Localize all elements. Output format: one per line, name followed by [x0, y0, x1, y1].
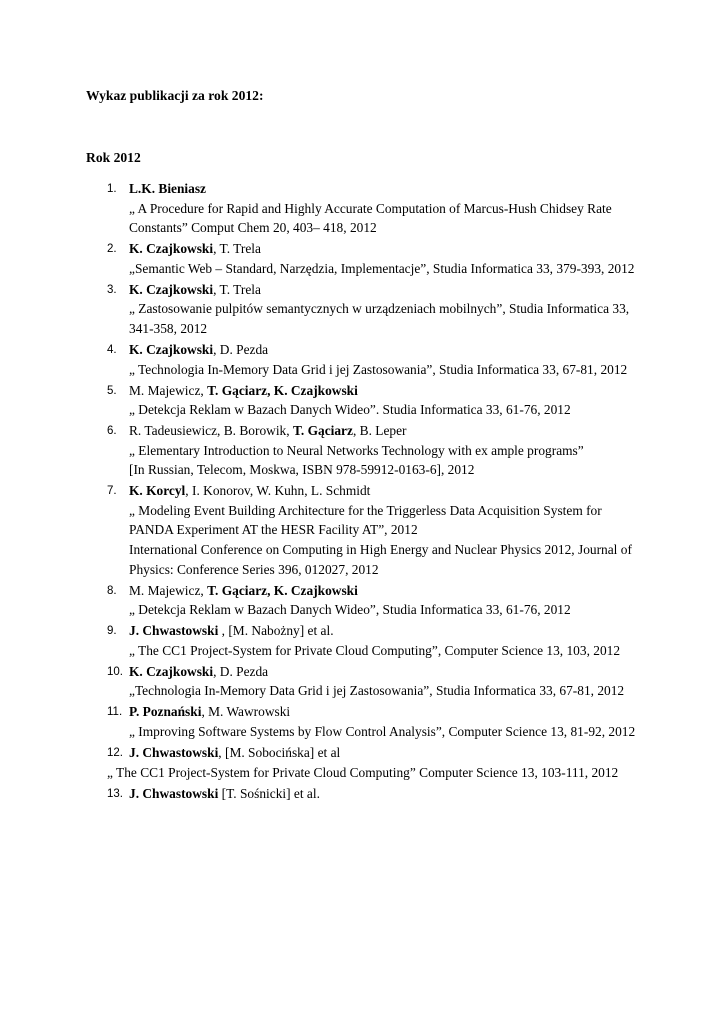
author-text: , B. Leper — [352, 423, 407, 439]
publication-number: 1. — [107, 183, 117, 195]
publication-item — [0, 340, 725, 379]
publication-number: 10. — [107, 665, 123, 678]
publication-details: International Conference on Computing in High Energy and Nuclear Physics 2012, Journal of Physics: Conference Series 396, 012027, 2012 — [129, 542, 632, 577]
author-highlighted: T. Gąciarz, K. Czajkowski — [207, 582, 358, 598]
author-text: , T. Trela — [213, 281, 261, 297]
publication-number: 2. — [107, 243, 117, 256]
publication-list — [0, 179, 725, 804]
publication-authors — [129, 662, 645, 682]
publication-authors — [129, 280, 645, 300]
publication-authors — [129, 239, 645, 259]
author-highlighted: T. Gąciarz — [292, 423, 353, 439]
publication-authors — [129, 581, 645, 601]
publication-number: 9. — [107, 625, 117, 638]
publication-item — [0, 743, 725, 782]
publication-number: 13. — [107, 787, 123, 800]
publication-item — [0, 239, 725, 278]
publication-details: „ Zastosowanie pulpitów semantycznych w urządzeniach mobilnych”, Studia Informatica 33, 341-358, 2012 — [129, 301, 630, 336]
publication-item — [0, 179, 725, 238]
author-highlighted: K. Czajkowski — [129, 281, 214, 297]
author-highlighted: K. Czajkowski — [129, 341, 214, 357]
publication-authors — [129, 340, 645, 360]
publication-authors — [129, 179, 645, 199]
author-highlighted: L.K. Bieniasz — [129, 181, 207, 196]
publication-number: 11. — [107, 706, 123, 719]
publication-number: 3. — [107, 283, 117, 296]
author-text: R. Tadeusiewicz, B. Borowik, — [129, 423, 293, 439]
publication-details: „ Modeling Event Building Architecture for the Triggerless Data Acquisition System for PANDA Experiment AT the HESR Facility AT”, 2012 — [129, 502, 602, 538]
publication-details: [In Russian, Telecom, Moskwa, ISBN 978-59912-0163-6], 2012 — [129, 462, 475, 478]
publication-item — [0, 784, 725, 804]
publication-number: 4. — [107, 343, 117, 356]
author-highlighted: J. Chwastowski — [129, 744, 219, 760]
publication-details: „ Elementary Introduction to Neural Networks Technology with ex ample programs” — [129, 442, 584, 458]
publication-authors — [129, 481, 645, 501]
publication-item — [0, 702, 725, 741]
author-text: [T. Sośnicki] et al. — [218, 785, 320, 801]
publication-authors — [129, 702, 645, 722]
author-highlighted: J. Chwastowski — [129, 785, 219, 801]
publication-item — [0, 381, 725, 420]
publication-details: „ Improving Software Systems by Flow Control Analysis”, Computer Science 13, 81-92, 2012 — [129, 723, 636, 739]
author-text: M. Majewicz, — [129, 382, 208, 398]
section-title: Rok 2012 — [86, 150, 141, 165]
author-highlighted: T. Gąciarz, K. Czajkowski — [207, 382, 358, 398]
author-text: , [M. Nabożny] et al. — [218, 623, 334, 639]
publication-authors — [129, 784, 645, 804]
publication-details: „Technologia In-Memory Data Grid i jej Zastosowania”, Studia Informatica 33, 67-81, 2012 — [129, 683, 625, 699]
publication-details: „ Detekcja Reklam w Bazach Danych Wideo”, Studia Informatica 33, 61-76, 2012 — [129, 602, 571, 618]
publication-details: „ Detekcja Reklam w Bazach Danych Wideo”. Studia Informatica 33, 61-76, 2012 — [129, 402, 571, 418]
publication-number: 5. — [107, 384, 117, 397]
publication-number: 7. — [107, 485, 117, 498]
author-highlighted: P. Poznański — [129, 704, 202, 720]
author-highlighted: K. Korcyl — [129, 483, 186, 499]
publication-item — [0, 621, 725, 660]
publication-details: „ The CC1 Project-System for Private Cloud Computing”, Computer Science 13, 103, 2012 — [129, 642, 621, 658]
author-text: , M. Wawrowski — [201, 704, 291, 720]
publication-authors — [129, 743, 645, 763]
author-text: , D. Pezda — [213, 341, 269, 357]
publication-authors — [129, 621, 645, 641]
publication-number: 6. — [107, 425, 117, 438]
author-highlighted: K. Czajkowski — [129, 241, 214, 257]
author-text: M. Majewicz, — [129, 582, 208, 598]
publication-item — [0, 662, 725, 701]
page-title: Wykaz publikacji za rok 2012: — [86, 88, 264, 103]
publication-item — [0, 421, 725, 480]
author-highlighted: J. Chwastowski — [129, 623, 219, 639]
author-text: , T. Trela — [213, 241, 261, 257]
publication-details: „ A Procedure for Rapid and Highly Accurate Computation of Marcus-Hush Chidsey Rate Constants” Comput Chem 20, 403– 418, 2012 — [129, 200, 612, 236]
author-text: , [M. Sobocińska] et al — [218, 744, 341, 760]
publication-number: 8. — [107, 584, 117, 597]
publication-item — [0, 280, 725, 339]
publication-number: 12. — [107, 746, 123, 759]
publication-item — [0, 581, 725, 620]
publication-details: „ The CC1 Project-System for Private Cloud Computing” Computer Science 13, 103-111, 2012 — [107, 764, 619, 780]
author-highlighted: K. Czajkowski — [129, 663, 214, 679]
publication-authors — [129, 421, 645, 441]
author-text: , I. Konorov, W. Kuhn, L. Schmidt — [185, 483, 371, 499]
author-text: , D. Pezda — [213, 663, 269, 679]
publication-item — [0, 481, 725, 579]
publication-authors — [129, 381, 645, 401]
publication-details: „Semantic Web – Standard, Narzędzia, Implementacje”, Studia Informatica 33, 379-393, 2012 — [129, 260, 635, 276]
publication-details: „ Technologia In-Memory Data Grid i jej Zastosowania”, Studia Informatica 33, 67-81, 2012 — [129, 361, 628, 377]
